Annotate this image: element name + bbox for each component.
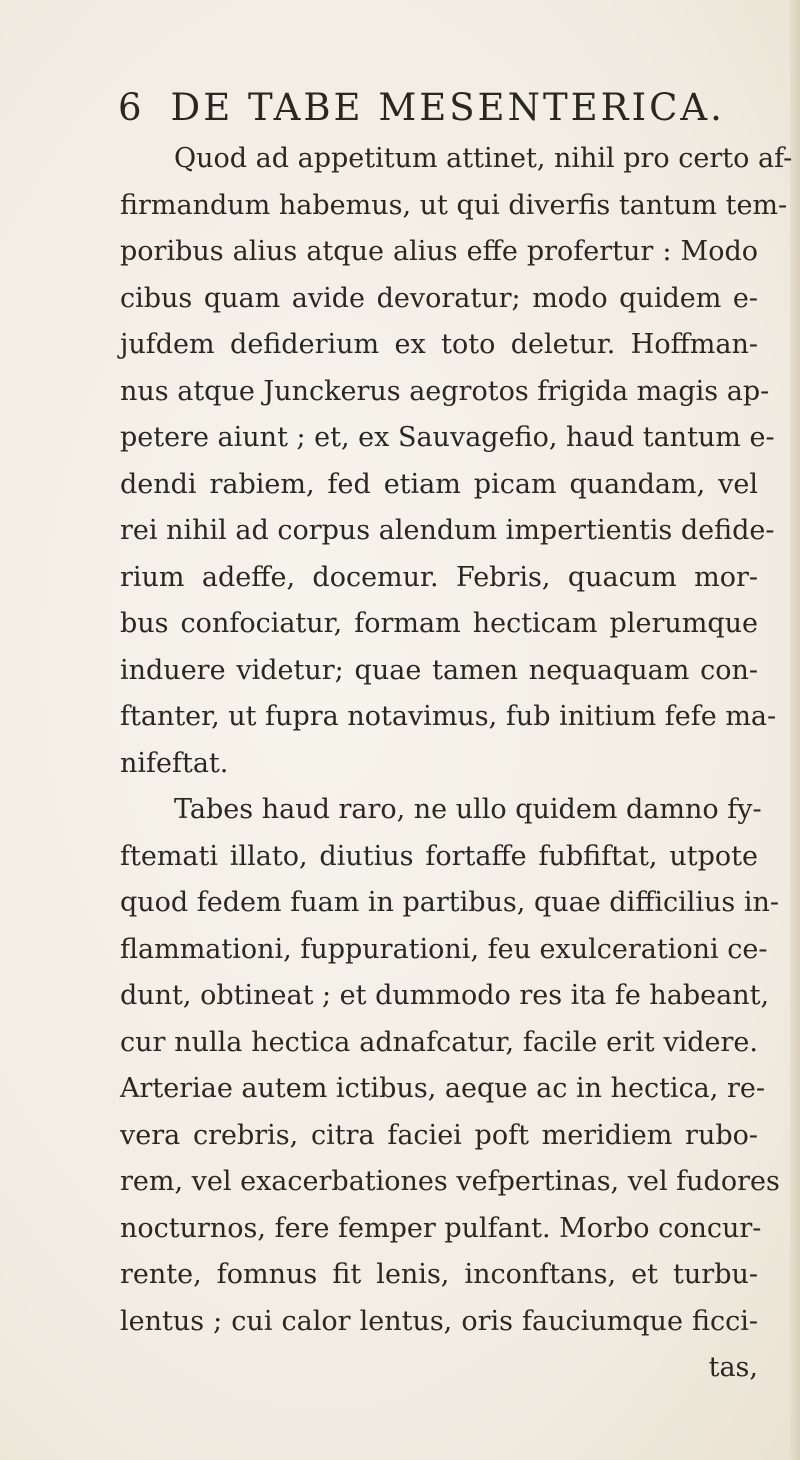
running-title: DE TABE MESENTERICA.: [170, 86, 725, 129]
page-edge: [790, 0, 800, 1460]
text-line: induere videtur; quae tamen nequaquam con-: [120, 654, 758, 686]
text-line: lentus ; cui calor lentus, oris fauciumque ficci-: [120, 1305, 758, 1337]
page-number: 6: [118, 86, 145, 129]
text-line: rem, vel exacerbationes vefpertinas, vel fudores: [120, 1166, 780, 1197]
running-header: [118, 86, 725, 129]
text-line: jufdem defiderium ex toto deletur. Hoffman-: [120, 329, 758, 360]
text-line: vera crebris, citra faciei poft meridiem rubo-: [120, 1119, 758, 1151]
text-line: firmandum habemus, ut qui diverfis tantum tem-: [120, 189, 788, 221]
text-line: dendi rabiem, fed etiam picam quandam, vel: [120, 468, 758, 500]
text-line: ftemati illato, diutius fortaffe fubfiftat, utpote: [120, 840, 758, 872]
text-line: nus atque Junckerus aegrotos frigida magis ap-: [120, 375, 770, 407]
text-line: petere aiunt ; et, ex Sauvagefio, haud tantum e-: [120, 422, 775, 453]
text-line: rei nihil ad corpus alendum impertientis defide-: [120, 515, 775, 546]
text-line: rente, fomnus fit lenis, inconftans, et turbu-: [120, 1259, 758, 1290]
text-line: Arteriae autem ictibus, aeque ac in hectica, re-: [120, 1073, 765, 1104]
text-line: tas,: [708, 1352, 758, 1383]
text-line: ftanter, ut fupra notavimus, fub initium fefe ma-: [120, 701, 777, 732]
text-line: cibus quam avide devoratur; modo quidem e-: [120, 282, 758, 314]
text-line: nifeftat.: [120, 747, 229, 779]
text-line: Quod ad appetitum attinet, nihil pro certo af-: [174, 143, 793, 174]
text-line: Tabes haud raro, ne ullo quidem damno fy-: [174, 794, 762, 825]
text-line: quod fedem fuam in partibus, quae difficilius in-: [120, 887, 780, 918]
text-line: rium adeffe, docemur. Febris, quacum mor-: [120, 561, 758, 593]
text-line: poribus alius atque alius effe profertur : Modo: [120, 236, 758, 267]
body-text: [120, 136, 793, 1392]
text-line: bus confociatur, formam hecticam plerumque: [120, 608, 758, 639]
text-line: cur nulla hectica adnafcatur, facile erit videre.: [120, 1026, 758, 1058]
text-line: dunt, obtineat ; et dummodo res ita fe habeant,: [120, 980, 770, 1011]
text-line: flammationi, fuppurationi, feu exulcerationi ce-: [120, 933, 768, 965]
text-line: nocturnos, fere femper pulfant. Morbo concur-: [120, 1212, 762, 1244]
